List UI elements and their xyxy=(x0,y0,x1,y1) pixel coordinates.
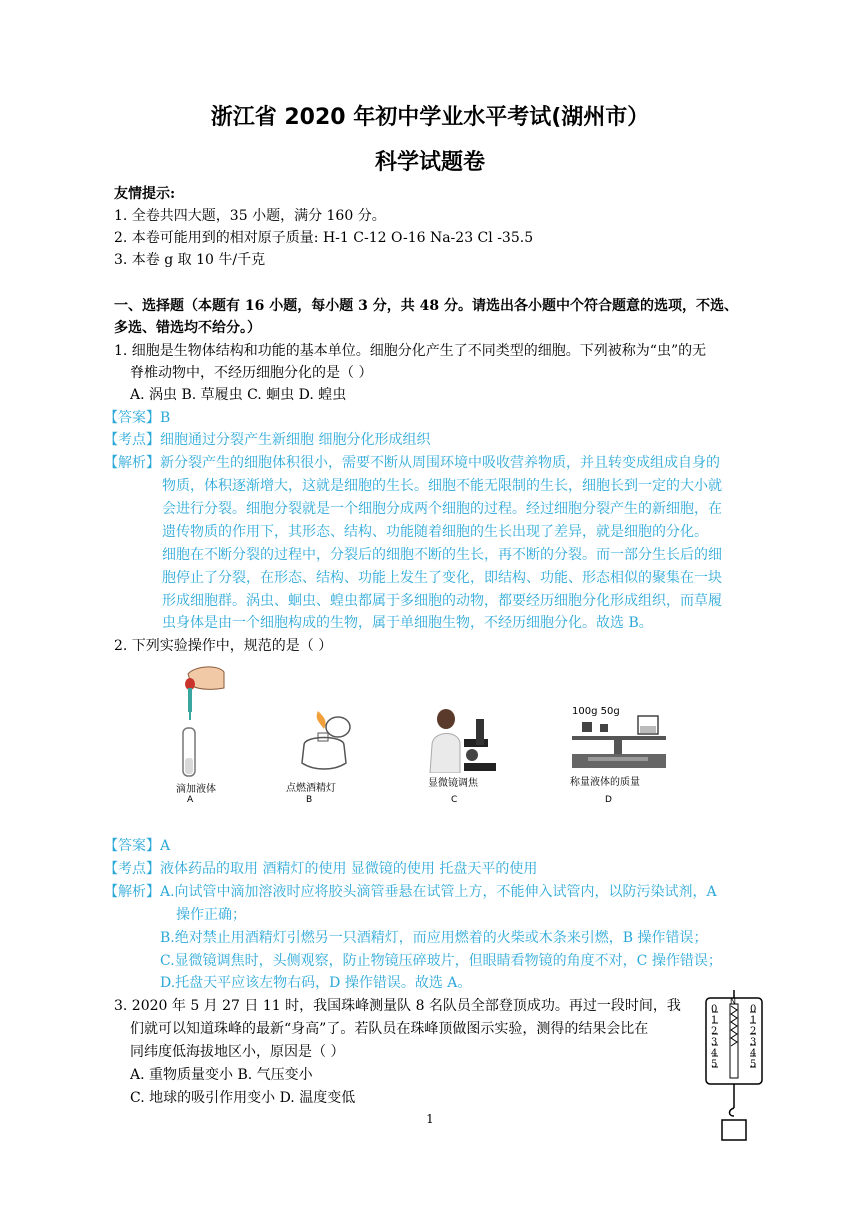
q1-stem-line1: 1. 细胞是生物体结构和功能的基本单位。细胞分化产生了不同类型的细胞。下列被称为“虫”的无 xyxy=(114,343,707,359)
q3-stem-line3: 同纬度低海拔地区小，原因是（ ） xyxy=(130,1044,345,1060)
q2-stem: 2. 下列实验操作中，规范的是（ ） xyxy=(114,638,333,654)
scale-mark: 0 xyxy=(750,1004,757,1015)
q1-analysis-line4: 遗传物质的作用下，其形态、结构、功能随着细胞的生长出现了差异，就是细胞的分化。 xyxy=(162,524,708,540)
q1-options: A. 涡虫 B. 草履虫 C. 蛔虫 D. 蝗虫 xyxy=(130,387,347,403)
q2-analysis-line1 xyxy=(104,881,717,903)
q1-point xyxy=(104,429,430,451)
answer-tag: 【答案】 xyxy=(104,410,160,426)
tip-item-2: 2. 本卷可能用到的相对原子质量: H-1 C-12 O-16 Na-23 Cl -35.5 xyxy=(114,230,534,246)
analysis-tag: 【解析】 xyxy=(104,455,160,471)
fig-c-caption: 显微镜调焦 xyxy=(428,778,478,789)
q2-answer xyxy=(104,835,170,857)
exam-title: 浙江省 2020 年初中学业水平考试(湖州市） xyxy=(210,105,650,130)
answer-tag: 【答案】 xyxy=(104,838,160,854)
answer-value: B xyxy=(160,410,171,426)
section-instructions-cont: 多选、错选均不给分。） xyxy=(114,320,261,336)
scale-mark: 5 xyxy=(750,1059,757,1070)
scale-mark: 3 xyxy=(750,1037,757,1048)
scale-left-marks xyxy=(711,1004,717,1070)
scale-mark: 0 xyxy=(711,1004,718,1015)
section-title: 一、选择题 xyxy=(114,298,184,314)
fig-a-caption: 滴加液体 xyxy=(176,784,216,795)
microscope-figure xyxy=(424,705,500,773)
q1-analysis-line5: 细胞在不断分裂的过程中，分裂后的细胞不断的生长，再不断的分裂。而一部分生长后的细 xyxy=(162,547,722,563)
tips-heading: 友情提示: xyxy=(114,186,176,202)
scale-unit: N xyxy=(730,997,736,1006)
scale-mark: 3 xyxy=(711,1037,718,1048)
alcohol-lamp-figure xyxy=(284,705,364,775)
scale-mark: 2 xyxy=(750,1026,757,1037)
q3-stem-line2: 们就可以知道珠峰的最新“身高”了。若队员在珠峰顶做图示实验，测得的结果会比在 xyxy=(130,1021,649,1037)
fig-d-letter: D xyxy=(605,795,612,805)
answer-value: A xyxy=(160,838,171,854)
fig-a-letter: A xyxy=(187,795,194,805)
q1-answer xyxy=(104,407,170,429)
fig-b-caption: 点燃酒精灯 xyxy=(286,783,336,794)
q1-analysis-line1 xyxy=(104,452,720,474)
q1-stem-line2: 脊椎动物中，不经历细胞分化的是（ ） xyxy=(130,365,373,381)
fig-b-letter: B xyxy=(306,795,313,805)
point-text: 细胞通过分裂产生新细胞 细胞分化形成组织 xyxy=(160,432,431,448)
q3-stem-line1: 3. 2020 年 5 月 27 日 11 时，我国珠峰测量队 8 名队员全部登顶成功。再过一段时间，我 xyxy=(114,998,681,1014)
analysis-tag: 【解析】 xyxy=(104,884,160,900)
q1-analysis-line2: 物质，体积逐渐增大，这就是细胞的生长。细胞不能无限制的生长，细胞长到一定的大小就 xyxy=(162,478,722,494)
section-instructions: （本题有 16 小题，每小题 3 分，共 48 分。请选出各小题中个符合题意的选项，不选、 xyxy=(184,298,738,314)
scale-right-marks xyxy=(750,1004,756,1070)
q1-analysis-line7: 形成细胞群。涡虫、蛔虫、蝗虫都属于多细胞的动物，都要经历细胞分化形成组织，而草履 xyxy=(162,593,722,609)
paper-subtitle: 科学试题卷 xyxy=(374,150,485,175)
analysis-text: A.向试管中滴加溶液时应将胶头滴管垂悬在试管上方，不能伸入试管内，以防污染试剂，A xyxy=(160,884,717,900)
tip-item-3: 3. 本卷 g 取 10 牛/千克 xyxy=(114,252,266,268)
q2-analysis-line4: C.显微镜调焦时，头侧观察，防止物镜压碎玻片，但眼睛看物镜的角度不对，C 操作错误； xyxy=(160,953,722,969)
point-tag: 【考点】 xyxy=(104,861,160,877)
q1-analysis-line3: 会进行分裂。细胞分裂就是一个细胞分成两个细胞的过程。经过细胞分裂产生的新细胞，在 xyxy=(162,501,722,517)
fig-c-letter: C xyxy=(451,795,458,805)
fig-d-weights: 100g 50g xyxy=(572,706,620,717)
q2-analysis-line5: D.托盘天平应该左物右码，D 操作错误。故选 A。 xyxy=(160,975,472,991)
q2-point xyxy=(104,858,537,880)
page-number: 1 xyxy=(426,1112,434,1126)
q3-options-row2: C. 地球的吸引作用变小 D. 温度变低 xyxy=(130,1090,356,1106)
scale-mark: 5 xyxy=(711,1059,718,1070)
scale-mark: 1 xyxy=(750,1015,757,1026)
point-text: 液体药品的取用 酒精灯的使用 显微镜的使用 托盘天平的使用 xyxy=(160,861,538,877)
q1-analysis-line6: 胞停止了分裂，在形态、结构、功能上发生了变化，即结构、功能、形态相似的聚集在一块 xyxy=(162,570,722,586)
scale-mark: 1 xyxy=(711,1015,718,1026)
balance-figure xyxy=(568,712,670,772)
scale-mark: 4 xyxy=(711,1048,718,1059)
fig-d-caption: 称量液体的质量 xyxy=(570,777,640,788)
tip-item-1: 1. 全卷共四大题，35 小题，满分 160 分。 xyxy=(114,208,386,224)
q2-analysis-line2: 操作正确； xyxy=(176,907,246,923)
scale-mark: 4 xyxy=(750,1048,757,1059)
section-heading xyxy=(114,295,738,317)
scale-mark: 2 xyxy=(711,1026,718,1037)
q2-analysis-line3: B.绝对禁止用酒精灯引燃另一只酒精灯，而应用燃着的火柴或木条来引燃，B 操作错误； xyxy=(160,930,708,946)
q1-analysis-line8: 虫身体是由一个细胞构成的生物，属于单细胞生物，不经历细胞分化。故选 B。 xyxy=(162,615,653,631)
q3-options-row1: A. 重物质量变小 B. 气压变小 xyxy=(130,1067,313,1083)
analysis-text: 新分裂产生的细胞体积很小，需要不断从周围环境中吸收营养物质，并且转变成组成自身的 xyxy=(160,455,720,471)
dropper-figure xyxy=(170,662,240,782)
point-tag: 【考点】 xyxy=(104,432,160,448)
